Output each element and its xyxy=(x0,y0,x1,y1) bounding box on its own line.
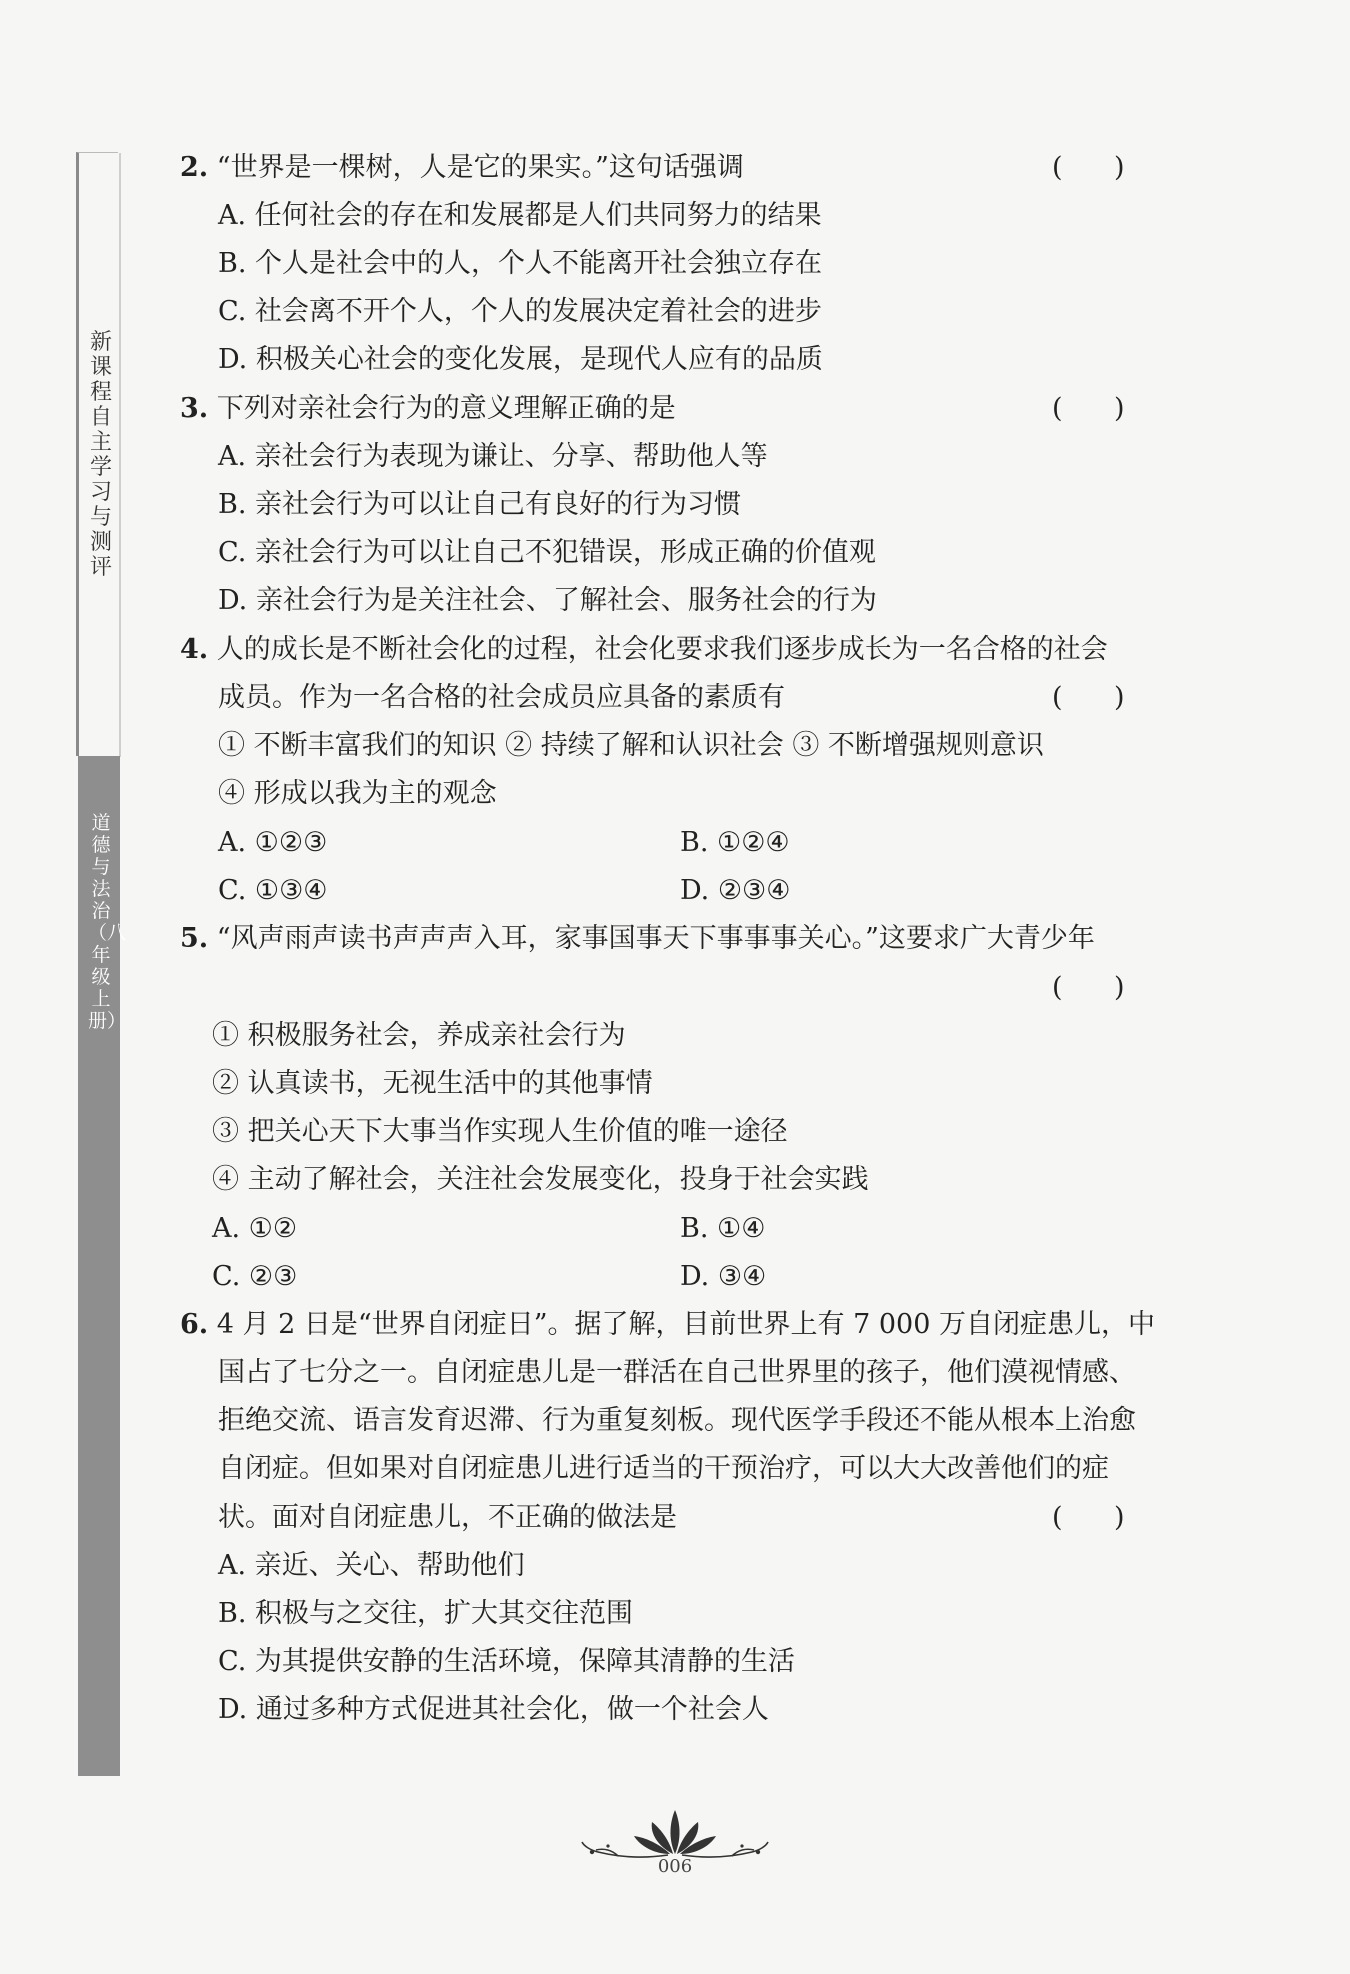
option-a: A. 亲近、关心、帮助他们 xyxy=(218,1550,525,1581)
question-number: 3. xyxy=(180,393,209,424)
question-text: “风声雨声读书声声声入耳，家事国事天下事事事关心。”这要求广大青少年 xyxy=(216,923,1095,954)
option-a: A. ①②③ xyxy=(218,827,328,858)
statement-item: ③ 把关心天下大事当作实现人生价值的唯一途径 xyxy=(212,1116,788,1147)
option-b: B. 亲社会行为可以让自己有良好的行为习惯 xyxy=(218,489,742,520)
statement-item: ④ 主动了解社会，关注社会发展变化，投身于社会实践 xyxy=(212,1164,869,1195)
option-c: C. ②③ xyxy=(212,1261,298,1292)
question-stem xyxy=(180,632,1108,668)
question-text-continued: 自闭症。但如果对自闭症患儿进行适当的干预治疗，可以大大改善他们的症 xyxy=(218,1453,1109,1484)
option-c: C. 社会离不开个人，个人的发展决定着社会的进步 xyxy=(218,296,822,327)
question-number: 5. xyxy=(180,923,209,954)
question-number: 4. xyxy=(180,634,209,665)
question-stem xyxy=(180,921,1095,957)
option-b: B. ①④ xyxy=(680,1213,766,1244)
question-stem xyxy=(180,150,744,186)
option-d: D. ②③④ xyxy=(680,875,791,906)
statement-items: ④ 形成以我为主的观念 xyxy=(218,778,497,809)
question-stem xyxy=(180,1307,1155,1343)
option-d: D. 积极关心社会的变化发展，是现代人应有的品质 xyxy=(218,344,823,375)
option-a: A. 任何社会的存在和发展都是人们共同努力的结果 xyxy=(218,200,822,231)
answer-blank: ( ) xyxy=(1052,1502,1125,1533)
question-text: “世界是一棵树，人是它的果实。”这句话强调 xyxy=(216,152,744,183)
answer-blank: ( ) xyxy=(1052,972,1125,1003)
book-title: 道德与法治（八年级上册） xyxy=(88,812,127,1032)
option-b: B. 积极与之交往，扩大其交往范围 xyxy=(218,1598,634,1629)
option-b: B. ①②④ xyxy=(680,827,790,858)
statement-item: ② 认真读书，无视生活中的其他事情 xyxy=(212,1068,653,1099)
option-d: D. 亲社会行为是关注社会、了解社会、服务社会的行为 xyxy=(218,585,877,616)
statement-item: ① 积极服务社会，养成亲社会行为 xyxy=(212,1020,626,1051)
question-text-continued: 拒绝交流、语言发育迟滞、行为重复刻板。现代医学手段还不能从根本上治愈 xyxy=(218,1405,1136,1436)
question-text-continued: 成员。作为一名合格的社会成员应具备的素质有 xyxy=(218,682,785,713)
statement-items: ① 不断丰富我们的知识 ② 持续了解和认识社会 ③ 不断增强规则意识 xyxy=(218,730,1044,761)
option-c: C. 亲社会行为可以让自己不犯错误，形成正确的价值观 xyxy=(218,537,876,568)
option-a: A. ①② xyxy=(212,1213,298,1244)
answer-blank: ( ) xyxy=(1052,393,1125,424)
question-stem xyxy=(180,391,676,427)
question-text-continued: 状。面对自闭症患儿，不正确的做法是 xyxy=(218,1502,677,1533)
answer-blank: ( ) xyxy=(1052,682,1125,713)
option-a: A. 亲社会行为表现为谦让、分享、帮助他人等 xyxy=(218,441,768,472)
question-number: 2. xyxy=(180,152,209,183)
question-text: 4 月 2 日是“世界自闭症日”。据了解，目前世界上有 7 000 万自闭症患儿，中 xyxy=(216,1309,1155,1340)
option-c: C. ①③④ xyxy=(218,875,328,906)
leaf-ornament-icon xyxy=(578,1808,772,1860)
option-c: C. 为其提供安静的生活环境，保障其清静的生活 xyxy=(218,1646,795,1677)
series-title: 新课程自主学习与测评 xyxy=(89,330,112,580)
option-b: B. 个人是社会中的人，个人不能离开社会独立存在 xyxy=(218,248,823,279)
question-number: 6. xyxy=(180,1309,209,1340)
option-d: D. ③④ xyxy=(680,1261,767,1292)
question-text: 下列对亲社会行为的意义理解正确的是 xyxy=(216,393,676,424)
page-number: 006 xyxy=(657,1856,693,1877)
answer-blank: ( ) xyxy=(1052,152,1125,183)
option-d: D. 通过多种方式促进其社会化，做一个社会人 xyxy=(218,1694,769,1725)
question-text-continued: 国占了七分之一。自闭症患儿是一群活在自己世界里的孩子，他们漠视情感、 xyxy=(218,1357,1136,1388)
question-text: 人的成长是不断社会化的过程，社会化要求我们逐步成长为一名合格的社会 xyxy=(216,634,1108,665)
